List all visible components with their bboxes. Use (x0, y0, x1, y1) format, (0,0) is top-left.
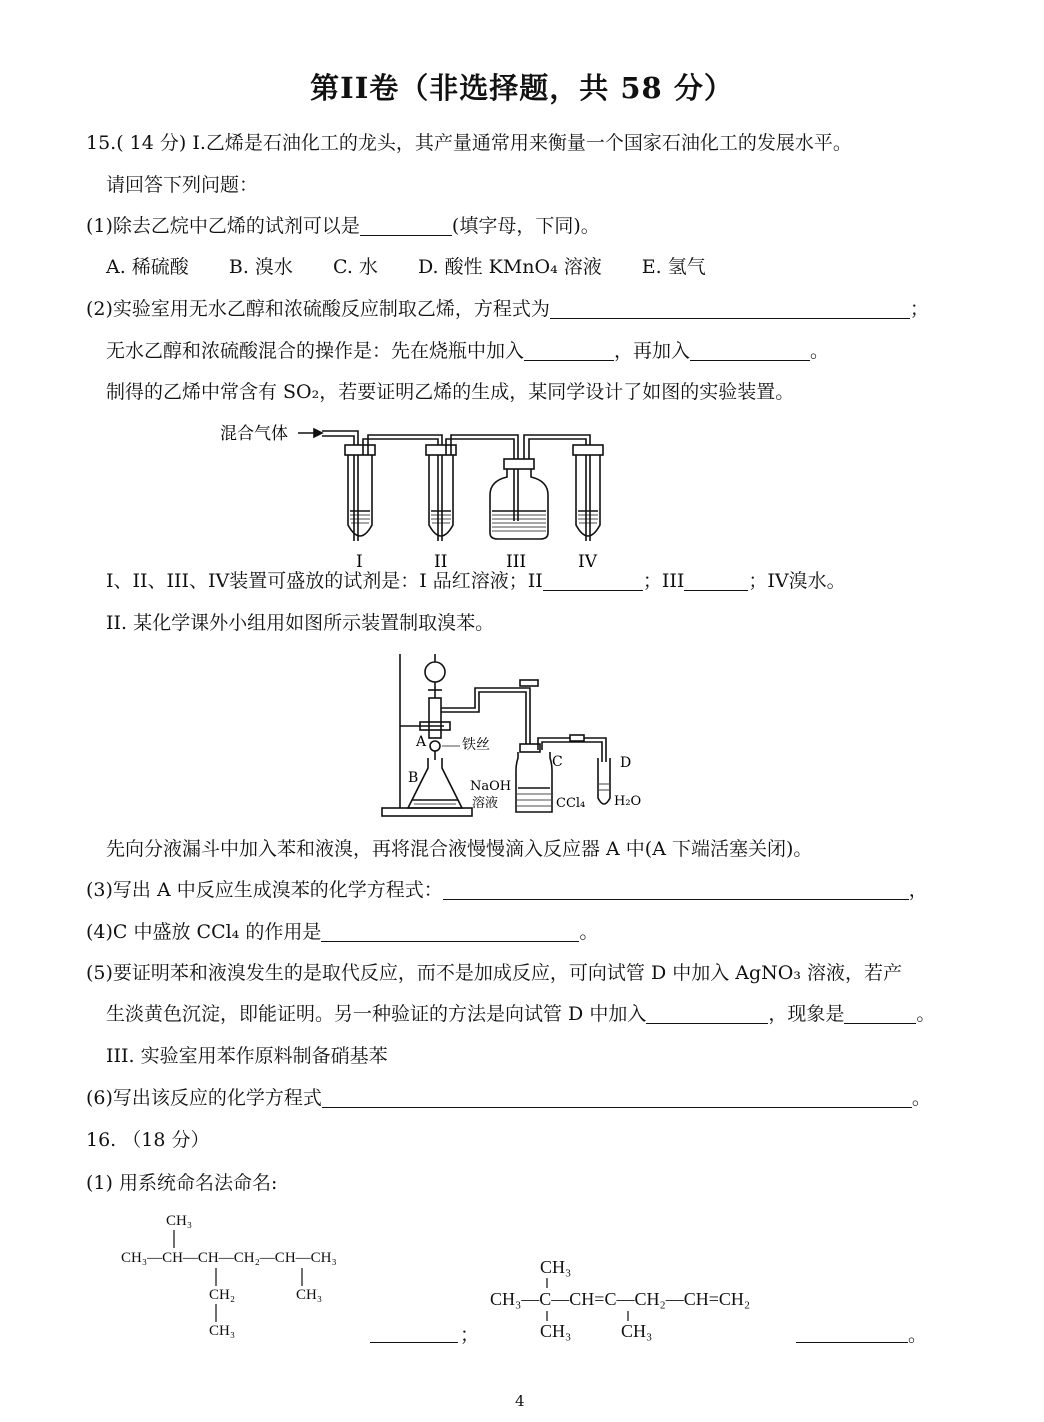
answer-blank-11[interactable] (322, 1087, 912, 1108)
q15-part2 (86, 296, 929, 322)
answer-blank-8[interactable] (321, 921, 579, 942)
q15-part5-end: 。 (916, 1003, 936, 1025)
q15-part5-mid: ，现象是 (768, 1003, 845, 1025)
water-label: H₂O (614, 794, 642, 809)
answer-blank-5[interactable] (543, 570, 643, 591)
s1-ethyl-ch2: CH₂ (209, 1287, 236, 1303)
answer-blank-1[interactable] (360, 215, 452, 236)
q15-part4 (86, 919, 598, 945)
q15-options (106, 254, 740, 280)
answer-blank-13[interactable] (796, 1322, 908, 1343)
q15-part-iii: III. 实验室用苯作原料制备硝基苯 (106, 1045, 388, 1067)
answer-blank-10[interactable] (844, 1003, 916, 1024)
page-number: 4 (515, 1392, 525, 1410)
s1-bonds (160, 1228, 323, 1328)
q15-part2-text: (2)实验室用无水乙醇和浓硫酸反应制取乙烯，方程式为 (86, 298, 550, 320)
s1-ethyl-ch3: CH₃ (209, 1323, 236, 1339)
answer-blank-3[interactable] (524, 340, 614, 361)
q15-part5-line2 (106, 1001, 935, 1027)
s2-bottom-methyl-1: CH₃ (540, 1321, 572, 1341)
q15-part6 (86, 1085, 931, 1111)
q15-part2-so2: 制得的乙烯中常含有 SO₂，若要证明乙烯的生成，某同学设计了如图的实验装置。 (106, 381, 795, 403)
q15-part2-mix-mid: ，再加入 (614, 340, 691, 362)
q15-part6-text: (6)写出该反应的化学方程式 (86, 1087, 322, 1109)
q15-part1-text: (1)除去乙烷中乙烯的试剂可以是 (86, 215, 360, 237)
q15-part5-text: 生淡黄色沉淀，即能证明。另一种验证的方法是向试管 D 中加入 (106, 1003, 647, 1025)
mixed-gas-label: 混合气体 (220, 424, 288, 444)
answer-blank-9[interactable] (646, 1003, 768, 1024)
label-iv: IV (578, 552, 597, 572)
s1-end: ； (460, 1324, 480, 1346)
q15-part3 (86, 877, 928, 903)
q15-part2-end: ； (909, 298, 929, 320)
label-c: C (552, 754, 563, 770)
s1-methyl-ch3: CH₃ (296, 1287, 323, 1303)
q15-heading: 15.( 14 分) I.乙烯是石油化工的龙头，其产量通常用来衡量一个国家石油化工的发展水平。 (86, 132, 852, 154)
option-a: A. 稀硫酸 (106, 256, 189, 278)
q15-part2-mix-text: 无水乙醇和浓硫酸混合的操作是：先在烧瓶中加入 (106, 340, 525, 362)
q15-prompt: 请回答下列问题： (106, 174, 259, 196)
q16-part1: (1) 用系统命名法命名: (86, 1172, 278, 1194)
q15-part4-text: (4)C 中盛放 CCl₄ 的作用是 (86, 921, 322, 943)
q15-part3-text: (3)写出 A 中反应生成溴苯的化学方程式： (86, 879, 443, 901)
q15-part3-intro: 先向分液漏斗中加入苯和液溴，再将混合液慢慢滴入反应器 A 中(A 下端活塞关闭)。 (106, 838, 813, 860)
label-ii: II (434, 552, 448, 572)
option-d: D. 酸性 KMnO₄ 溶液 (417, 256, 602, 278)
label-i: I (356, 552, 363, 572)
q15-part5-line1: (5)要证明苯和液溴发生的是取代反应，而不是加成反应，可向试管 D 中加入 AgNO₃ 溶液，若产 (86, 962, 903, 984)
q15-part2-mix (106, 338, 829, 364)
q15-part6-end: 。 (911, 1087, 931, 1109)
s1-main-chain: CH₃—CH—CH—CH₂—CH—CH₃ (121, 1250, 337, 1266)
q15-part2-mix-end: 。 (810, 340, 830, 362)
s1-top-substituent: CH₃ (166, 1213, 193, 1229)
option-b: B. 溴水 (228, 256, 293, 278)
label-iii: III (506, 552, 527, 572)
gas-test-apparatus-figure (210, 415, 620, 575)
q15-part-ii: II. 某化学课外小组用如图所示装置制取溴苯。 (106, 612, 495, 634)
q15-part1 (86, 213, 600, 239)
label-a: A (416, 734, 427, 750)
answer-blank-12[interactable] (370, 1322, 458, 1343)
answer-blank-4[interactable] (690, 340, 810, 361)
ccl4-label: CCl₄ (556, 796, 586, 811)
q15-part3-end: ， (908, 879, 928, 901)
option-c: C. 水 (332, 256, 378, 278)
label-d: D (620, 755, 632, 771)
s2-bottom-methyl-2: CH₃ (621, 1321, 653, 1341)
option-e: E. 氢气 (641, 256, 706, 278)
naoh-label: NaOH (470, 779, 512, 794)
naoh-solution-label: 溶液 (472, 796, 499, 811)
q15-part4-end: 。 (579, 921, 599, 943)
answer-blank-7[interactable] (443, 879, 909, 900)
q15-reagents (106, 568, 846, 594)
q15-reagents-end: ；IV溴水。 (748, 570, 846, 592)
answer-blank-6[interactable] (684, 570, 748, 591)
bromobenzene-apparatus-figure (380, 650, 680, 820)
q15-reagents-text: I、II、III、IV装置可盛放的试剂是：I 品红溶液；II (106, 570, 543, 592)
q15-part1-suffix: (填字母，下同)。 (451, 215, 600, 237)
q15-reagents-mid: ；III (642, 570, 685, 592)
section-title: 第II卷（非选择题，共 58 分） (310, 71, 734, 105)
answer-blank-2[interactable] (550, 298, 910, 319)
iron-wire-label: 铁丝 (462, 737, 490, 753)
s2-bonds (540, 1276, 660, 1326)
s2-main-chain: CH₃—C—CH=C—CH₂—CH=CH₂ (490, 1289, 751, 1309)
q16-heading: 16. （18 分） (86, 1129, 210, 1151)
s2-top-methyl: CH₃ (540, 1257, 572, 1277)
label-b: B (408, 770, 419, 786)
s2-end: 。 (908, 1324, 928, 1346)
